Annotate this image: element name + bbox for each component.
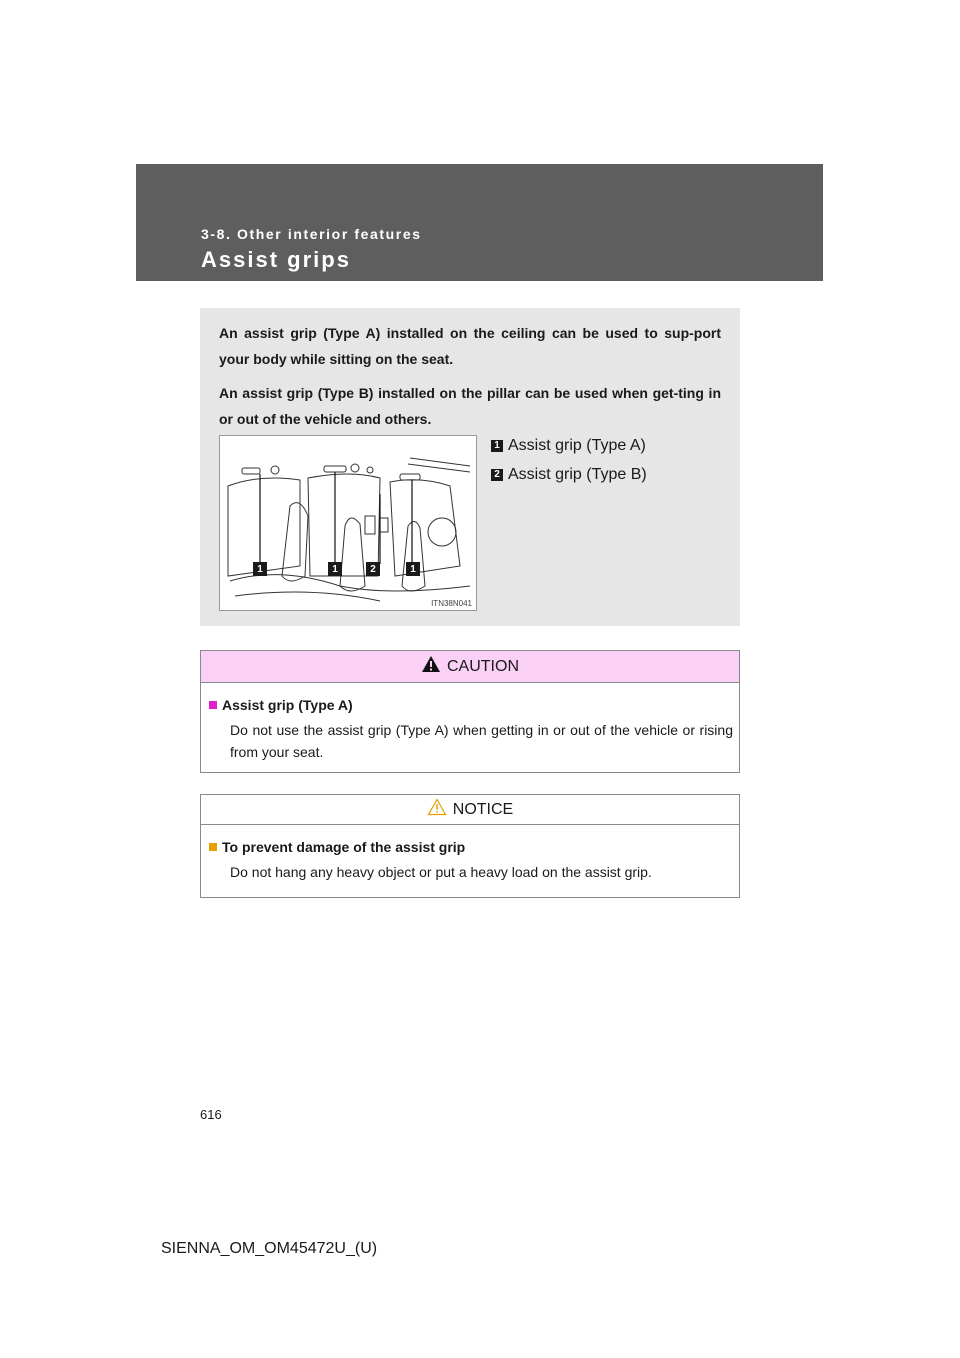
magenta-square-icon [209,701,217,709]
notice-box [200,794,740,898]
callout-badge: 1 [328,562,342,576]
number-badge: 2 [491,469,503,481]
section-label: 3-8. Other interior features [201,226,422,242]
notice-item-text: Do not hang any heavy object or put a heavy load on the assist grip. [230,864,652,880]
legend-label: Assist grip (Type B) [508,465,647,483]
caution-heading: CAUTION [447,657,519,675]
intro-paragraph-type-b: An assist grip (Type B) installed on the pillar can be used when get-ting in or out of the vehicle and others. [219,385,721,427]
warning-triangle-outline-icon [427,798,447,821]
orange-square-icon [209,843,217,851]
intro-panel [200,308,740,626]
intro-paragraph-type-a: An assist grip (Type A) installed on the ceiling can be used to sup-port your body while sitting on the seat. [219,325,721,367]
notice-item-title [209,839,733,855]
intro-text [219,320,721,440]
interior-drawing [220,436,476,610]
callout-badge: 1 [253,562,267,576]
footer-document-code: SIENNA_OM_OM45472U_(U) [161,1240,378,1257]
legend-item-type-a [491,431,647,460]
notice-heading: NOTICE [452,800,514,818]
page-number: 616 [200,1107,222,1122]
notice-item-title-text: To prevent damage of the assist grip [222,839,466,855]
legend-label: Assist grip (Type A) [508,436,646,454]
caution-item-title-text: Assist grip (Type A) [222,697,353,713]
legend-item-type-b [491,460,647,489]
section-header [136,164,823,281]
caution-item-title [209,697,733,713]
caution-box [200,650,740,773]
vehicle-interior-illustration [219,435,477,611]
number-badge: 1 [491,440,503,452]
illustration-legend [491,431,647,489]
caution-item-text: Do not use the assist grip (Type A) when getting in or out of the vehicle or rising from your seat. [230,722,733,760]
warning-triangle-icon [421,655,441,678]
page-title: Assist grips [201,247,351,272]
callout-badge: 1 [406,562,420,576]
callout-badge: 2 [366,562,380,576]
image-code: ITN38N041 [431,599,472,608]
notice-header [201,795,739,825]
caution-header [201,651,739,683]
